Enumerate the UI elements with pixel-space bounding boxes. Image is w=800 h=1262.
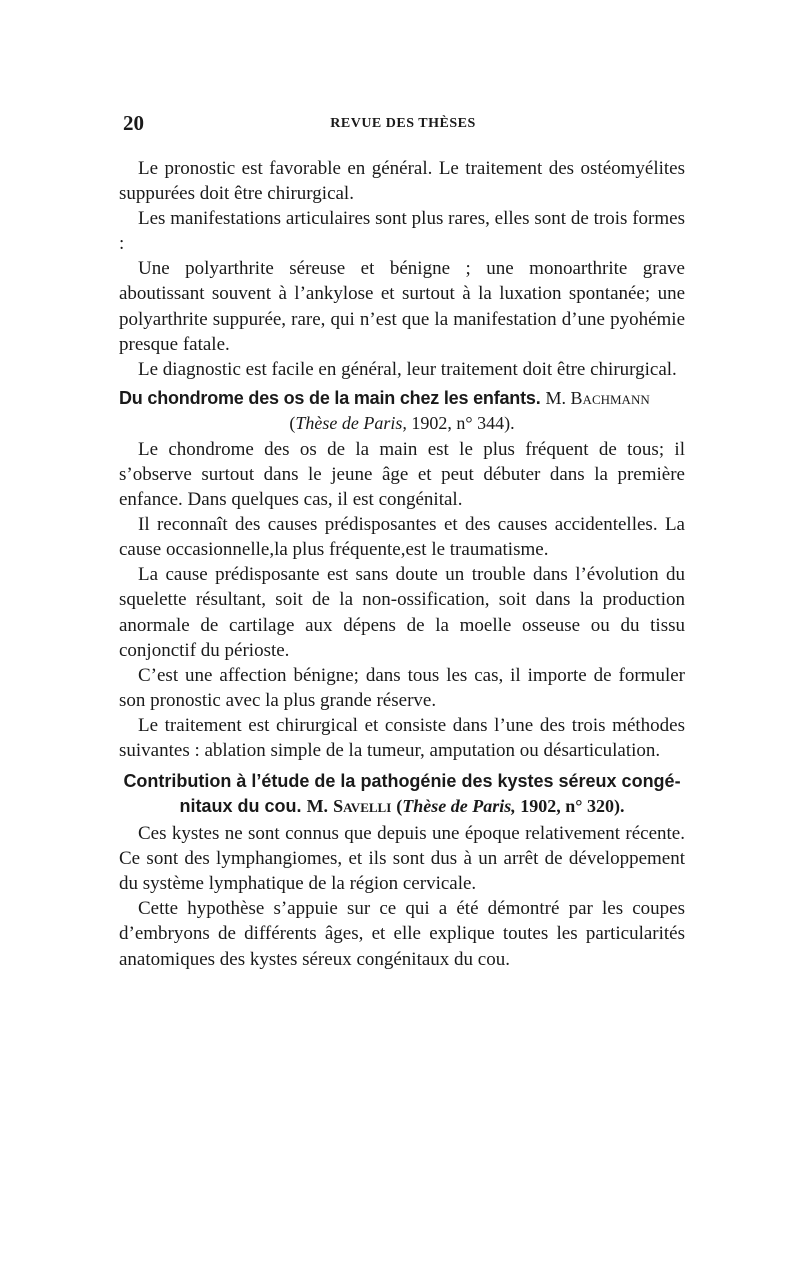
citation-thesis: Thèse de Paris,	[295, 412, 407, 433]
section-title-continued: nitaux du cou.	[179, 796, 302, 817]
body-text	[119, 156, 685, 972]
citation-details: 1902, n° 344).	[411, 412, 515, 433]
paragraph: C’est une affection bénigne; dans tous les cas, il importe de formuler son pronostic avec la plus grande réserve.	[119, 664, 685, 711]
paragraph: Le diagnostic est facile en général, leur traitement doit être chirurgical.	[138, 358, 677, 380]
author-prefix: M.	[306, 796, 329, 817]
paragraph: Ces kystes ne sont connus que depuis une époque relativement récente. Ce sont des lymphangiomes, et ils sont dus à un arrêt de développement du système lymphatique de la région cervicale.	[119, 823, 685, 895]
paragraph: Cette hypothèse s’appuie sur ce qui a été démontré par les coupes d’embryons de différents âges, et elle explique toutes les particularités anatomiques des kystes séreux congénitaux du cou.	[119, 898, 685, 970]
section-title-line1: Contribution à l’étude de la pathogénie des kystes séreux congé-	[123, 771, 681, 792]
section-title-line2	[119, 794, 685, 819]
citation: (Thèse de Paris, 1902, n° 344).	[289, 412, 515, 433]
section-heading-chondrome	[119, 386, 685, 436]
section-title: Du chondrome des os de la main chez les enfants.	[119, 387, 541, 408]
author-name: Savelli	[333, 796, 392, 817]
paragraph: Les manifestations articulaires sont plus rares, elles sont de trois formes :	[119, 208, 685, 255]
citation-thesis: Thèse de Paris,	[402, 796, 516, 817]
section-heading-kystes	[119, 769, 685, 819]
page-number: 20	[123, 111, 144, 135]
paragraph: La cause prédisposante est sans doute un trouble dans l’évolution du squelette résultant, soit de la non-ossification, soit dans la production anormale de cartilage aux dépens de la moelle osseuse ou du tissu conjonctif du périoste.	[119, 564, 685, 661]
page-header	[123, 111, 683, 141]
author-name: Bachmann	[570, 387, 650, 408]
paragraph: Une polyarthrite séreuse et bénigne ; une monoarthrite grave aboutissant souvent à l’ankylose et surtout à la luxation spontanée; une polyarthrite suppurée, rare, qui n’est que la manifestation d’une pyohémie presque fatale.	[119, 258, 685, 355]
running-title: REVUE DES THÈSES	[330, 116, 476, 131]
citation-details: 1902, n° 320).	[520, 796, 625, 817]
author-line	[546, 388, 650, 408]
paragraph: Le pronostic est favorable en général. Le traitement des ostéomyélites suppurées doit être chirurgical.	[119, 158, 685, 205]
author-prefix: M.	[545, 387, 567, 408]
paragraph: Le chondrome des os de la main est le plus fréquent de tous; il s’observe surtout dans le jeune âge et peut débuter dans la première enfance. Dans quelques cas, il est congénital.	[119, 438, 685, 511]
paragraph: Il reconnaît des causes prédisposantes et des causes accidentelles. La cause occasionnelle,la plus fréquente,est le traumatisme.	[119, 514, 685, 561]
paragraph: Le traitement est chirurgical et consiste dans l’une des trois méthodes suivantes : ablation simple de la tumeur, amputation ou désarticulation.	[119, 714, 685, 761]
citation: (Thèse de Paris, 1902, n° 320).	[396, 796, 625, 817]
